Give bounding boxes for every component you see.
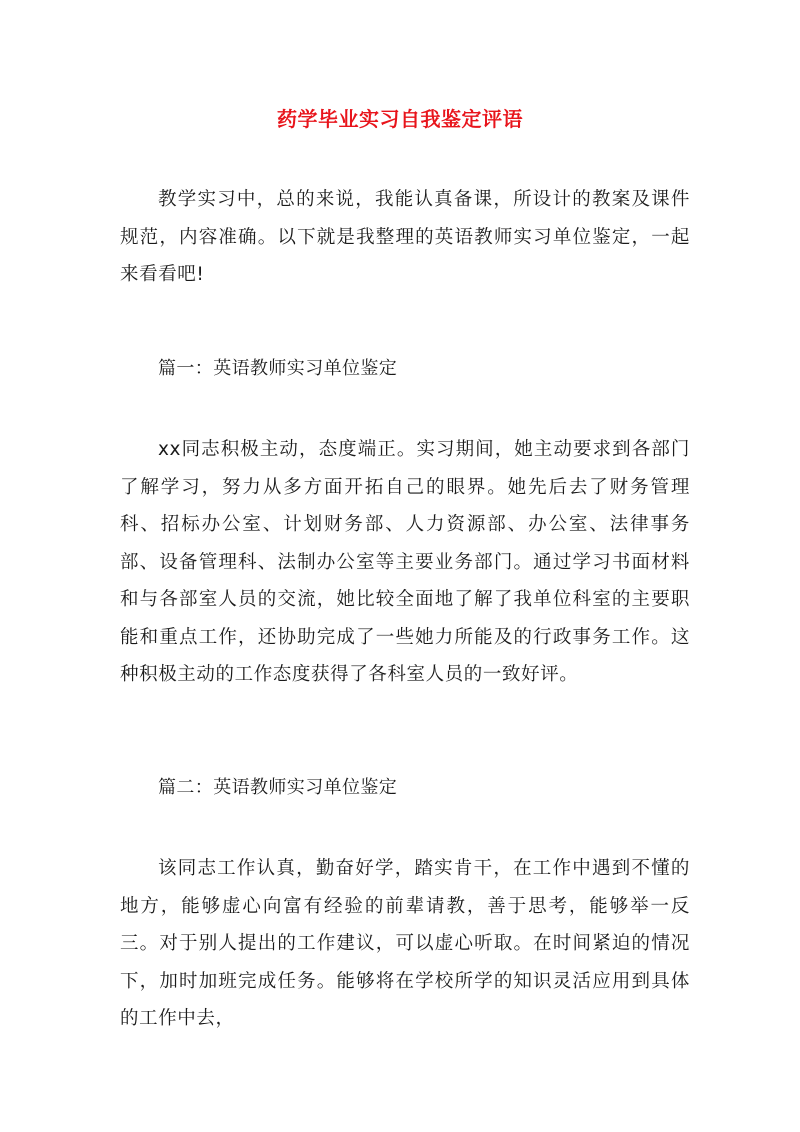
section-body-1: xx同志积极主动，态度端正。实习期间，她主动要求到各部门了解学习，努力从多方面开拓自己的眼界。她先后去了财务管理科、招标办公室、计划财务部、人力资源部、办公室、法律事务部、设备管理科、法制办公室等主要业务部门。通过学习书面材料和与各部室人员的交流，她比较全面地了解了我单位科室的主要职能和重点工作，还协助完成了一些她力所能及的行政事务工作。这种积极主动的工作态度获得了各科室人员的一致好评。 xyxy=(120,439,690,685)
section-body-2: 该同志工作认真，勤奋好学，踏实肯干，在工作中遇到不懂的地方，能够虚心向富有经验的前辈请教，善于思考，能够举一反三。对于别人提出的工作建议，可以虚心听取。在时间紧迫的情况下，加时加班完成任务。能够将在学校所学的知识灵活应用到具体的工作中去， xyxy=(120,858,690,1029)
section-heading-1: 篇一：英语教师实习单位鉴定 xyxy=(158,358,398,379)
intro-paragraph: 教学实习中，总的来说，我能认真备课，所设计的教案及课件规范，内容准确。以下就是我整理的英语教师实习单位鉴定，一起来看看吧! xyxy=(120,189,690,285)
document-title: 药学毕业实习自我鉴定评语 xyxy=(277,107,523,131)
section-heading-2: 篇二：英语教师实习单位鉴定 xyxy=(158,777,398,798)
